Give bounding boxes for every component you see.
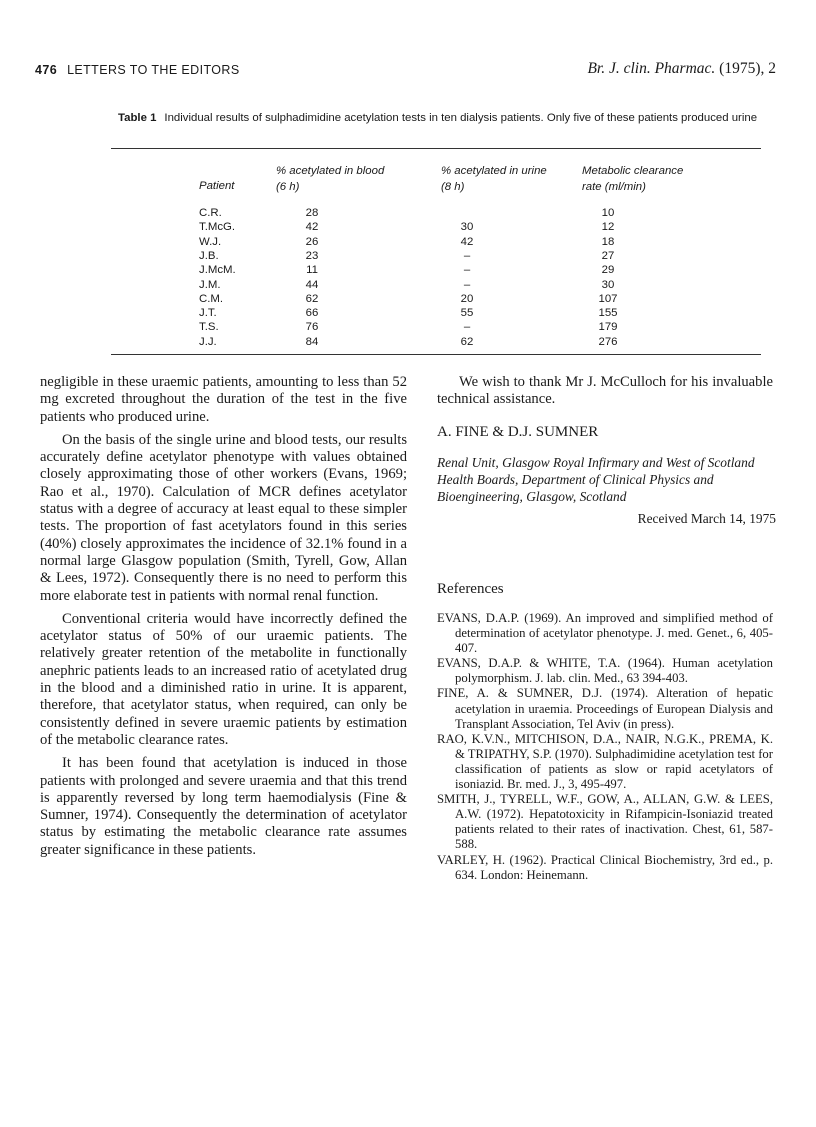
- table-caption-text: Individual results of sulphadimidine acetylation tests in ten dialysis patients. Only five of these patients produced urine: [164, 112, 758, 124]
- received-date: Received March 14, 1975: [637, 511, 776, 526]
- header-mcr: [582, 163, 683, 195]
- cell-urine: –: [463, 264, 471, 277]
- acknowledgement-text: We wish to thank Mr J. McCulloch for his invaluable technical assistance.: [437, 374, 773, 408]
- table-row: [0, 206, 816, 220]
- table-top-rule: [111, 148, 761, 149]
- paragraph: negligible in these uraemic patients, amounting to less than 52 mg excreted throughout the duration of the test in the five patients who produced urine.: [40, 374, 407, 425]
- journal-citation: [587, 60, 776, 78]
- cell-urine: 62: [460, 335, 474, 348]
- cell-blood: 26: [305, 235, 319, 248]
- table-row: [0, 278, 816, 292]
- header-urine-line2: (8 h): [441, 181, 465, 193]
- header-blood: [276, 163, 384, 195]
- table-bottom-rule: [111, 354, 761, 355]
- paragraph: It has been found that acetylation is induced in those patients with prolonged and severe uraemia and that this trend is apparently reversed by long term haemodialysis (Fine & Sumner, 1974). Consequently the determination of acetylator status by estimating the metabolic clearance rate assumes greater significance in these patients.: [40, 755, 407, 858]
- table-row: [0, 249, 816, 263]
- section-title: LETTERS TO THE EDITORS: [67, 63, 240, 77]
- cell-patient: W.J.: [199, 235, 222, 248]
- cell-blood: 11: [306, 264, 318, 277]
- cell-blood: 28: [305, 207, 319, 219]
- cell-patient: J.J.: [199, 335, 217, 348]
- reference-item: EVANS, D.A.P. & WHITE, T.A. (1964). Human acetylation polymorphism. J. lab. clin. Med., 63 394-403.: [437, 656, 773, 686]
- cell-blood: 84: [305, 335, 319, 348]
- left-column: [40, 374, 407, 859]
- cell-urine: 42: [460, 235, 474, 248]
- cell-mcr: 107: [598, 292, 618, 305]
- cell-mcr: 179: [598, 321, 618, 334]
- running-header: [35, 63, 240, 77]
- header-patient: Patient: [199, 180, 235, 192]
- cell-patient: J.B.: [199, 249, 219, 262]
- cell-urine: –: [463, 278, 471, 291]
- table-caption: [118, 110, 758, 126]
- cell-patient: J.T.: [199, 307, 217, 320]
- table-row: [0, 320, 816, 334]
- header-mcr-line2: rate (ml/min): [582, 181, 646, 193]
- affiliation: Renal Unit, Glasgow Royal Infirmary and West of Scotland Health Boards, Department of Clinical Physics and Bioengineering, Glasgow, Scotland: [437, 455, 755, 504]
- header-blood-line1: % acetylated in blood: [276, 165, 385, 177]
- table-label: Table 1: [118, 112, 157, 124]
- header-urine-line1: % acetylated in urine: [441, 165, 547, 177]
- journal-name: Br. J. clin. Pharmac.: [587, 60, 716, 77]
- cell-patient: C.M.: [199, 292, 224, 305]
- cell-patient: J.M.: [199, 278, 221, 291]
- references-list: [437, 611, 773, 883]
- cell-urine: 30: [460, 221, 474, 234]
- authors: A. FINE & D.J. SUMNER: [437, 424, 599, 440]
- cell-blood: 44: [305, 278, 319, 291]
- paragraph: Conventional criteria would have incorrectly defined the acetylator status of 50% of our uraemic patients. The relatively greater retention of the metabolite in functionally anephric patients leads to an increased ratio of acetylated drug in the blood and a diminished ratio in urine. It is apparent, therefore, that acetylator status, when required, can only be consistently defined in severe uraemic patients by estimation of the metabolic clearance rates.: [40, 610, 407, 748]
- cell-blood: 23: [305, 249, 319, 262]
- table-row: [0, 306, 816, 320]
- cell-patient: C.R.: [199, 207, 222, 219]
- reference-item: RAO, K.V.N., MITCHISON, D.A., NAIR, N.G.K., PREMA, K. & TRIPATHY, S.P. (1970). Sulphadimidine acetylation test for classification of patients as slow or rapid acetylators of isoniazid. Br. med. J., 3, 495-497.: [437, 731, 773, 792]
- cell-mcr: 276: [598, 335, 618, 348]
- cell-urine: –: [463, 321, 471, 334]
- cell-urine: 55: [460, 307, 474, 320]
- table-row: [0, 235, 816, 249]
- table-row: [0, 335, 816, 349]
- cell-patient: T.S.: [199, 321, 219, 334]
- cell-patient: J.McM.: [199, 264, 236, 277]
- cell-mcr: 30: [601, 278, 615, 291]
- reference-item: SMITH, J., TYRELL, W.F., GOW, A., ALLAN, G.W. & LEES, A.W. (1972). Hepatotoxicity in Rifampicin-Isoniazid treated patients related to their rates of inactivation. Chest, 61, 587-588.: [437, 792, 773, 852]
- reference-item: FINE, A. & SUMNER, D.J. (1974). Alteration of hepatic acetylation in uraemia. Proceedings of European Dialysis and Transplant Association, Tel Aviv (in press).: [437, 686, 773, 731]
- cell-blood: 76: [305, 321, 319, 334]
- header-blood-line2: (6 h): [276, 181, 300, 193]
- cell-blood: 66: [305, 307, 319, 320]
- cell-mcr: 12: [601, 221, 615, 234]
- table-row: [0, 263, 816, 277]
- paragraph: On the basis of the single urine and blood tests, our results accurately define acetylator phenotype with values obtained closely approximating those of other workers (Evans, 1969; Rao et al., 1970). Calculation of MCR defines acetylator status with a degree of accuracy at least equal to these simpler tests. The proportion of fast acetylators found in this series (40%) closely approximates the incidence of 32.1% found in a normal large Glasgow population (Smith, Tyrell, Gow, Allan & Lees, 1972). Consequently there is no need to perform this more elaborate test in patients with normal renal function.: [40, 431, 407, 604]
- journal-year-volume: (1975), 2: [719, 60, 776, 77]
- cell-mcr: 155: [598, 307, 618, 320]
- table-row: [0, 220, 816, 234]
- cell-patient: T.McG.: [199, 221, 236, 234]
- cell-mcr: 27: [601, 249, 615, 262]
- reference-item: VARLEY, H. (1962). Practical Clinical Biochemistry, 3rd ed., p. 634. London: Heinemann.: [437, 852, 773, 882]
- cell-mcr: 10: [601, 207, 615, 219]
- cell-urine: –: [463, 249, 471, 262]
- header-urine: [441, 163, 547, 195]
- reference-item: EVANS, D.A.P. (1969). An improved and simplified method of determination of acetylator phenotype. J. med. Genet., 6, 405-407.: [437, 611, 773, 656]
- cell-urine: 20: [460, 292, 474, 305]
- cell-mcr: 29: [601, 264, 615, 277]
- references-heading: References: [437, 581, 504, 597]
- cell-blood: 62: [305, 292, 319, 305]
- acknowledgement: [437, 374, 773, 409]
- cell-blood: 42: [305, 221, 319, 234]
- header-mcr-line1: Metabolic clearance: [582, 165, 684, 177]
- cell-mcr: 18: [601, 235, 615, 248]
- table-body: [0, 206, 816, 351]
- page-number: 476: [35, 63, 58, 77]
- table-row: [0, 292, 816, 306]
